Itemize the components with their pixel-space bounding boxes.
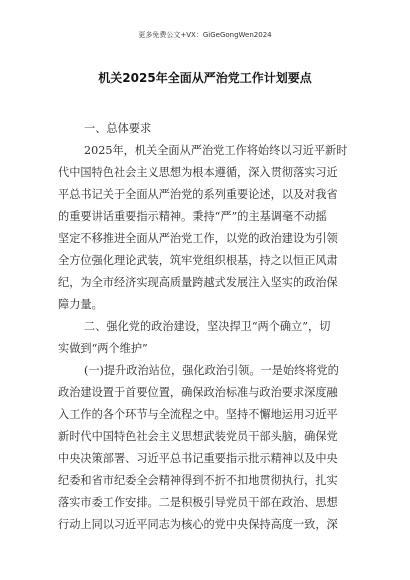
paragraph-line: 障力量。 — [58, 298, 103, 311]
paragraph-line: 2025年，机关全面从严治党工作将始终以习近平新时 — [84, 144, 348, 157]
paragraph-line: 坚定不移推进全面从严治党工作，以党的政治建设为引领 — [58, 232, 338, 245]
subsection-line: (一)提升政治站位，强化政治引领。一是始终将党的 — [84, 364, 339, 377]
paragraph-line: 平总书记关于全面从严治党的系列重要论述，以及对我省 — [58, 188, 338, 201]
section-heading: 实做到“两个维护” — [58, 342, 148, 355]
paragraph-line: 新时代中国特色社会主义思想武装党员干部头脑，确保党 — [58, 430, 338, 443]
paragraph-line: 中央决策部署、习近平总书记重要指示批示精神以及中央 — [58, 452, 338, 465]
paragraph-line: 行动上同以习近平同志为核心的党中央保持高度一致，深 — [58, 518, 338, 531]
paragraph-line: 政治建设置于首要位置，确保政治标准与政治要求深度融 — [58, 386, 338, 399]
paragraph-line: 的重要讲话重要指示精神。秉持“严”的主基调毫不动摇 — [58, 210, 327, 223]
section-heading: 二、强化党的政治建设，坚决捍卫“两个确立”，切 — [84, 320, 331, 333]
section-heading: 一、总体要求 — [84, 122, 152, 135]
paragraph-line: 纪，为全市经济实现高质量跨越式发展注入坚实的政治保 — [58, 276, 338, 289]
document-title: 机关2025年全面从严治党工作计划要点 — [98, 71, 312, 85]
paragraph-line: 代中国特色社会主义思想为根本遵循，深入贯彻落实习近 — [58, 166, 338, 179]
paragraph-line: 全方位强化理论武装，筑牢党组织根基，持之以恒正风肃 — [58, 254, 338, 267]
header-watermark: 更多免费公文+VX：GiGeGongWen2024 — [138, 31, 272, 39]
paragraph-line: 纪委和省市纪委全会精神得到不折不扣地贯彻执行，扎实 — [58, 474, 338, 487]
paragraph-line: 落实市委工作安排。二是积极引导党员干部在政治、思想 — [58, 496, 338, 509]
paragraph-line: 入工作的各个环节与全流程之中。坚持不懈地运用习近平 — [58, 408, 338, 421]
